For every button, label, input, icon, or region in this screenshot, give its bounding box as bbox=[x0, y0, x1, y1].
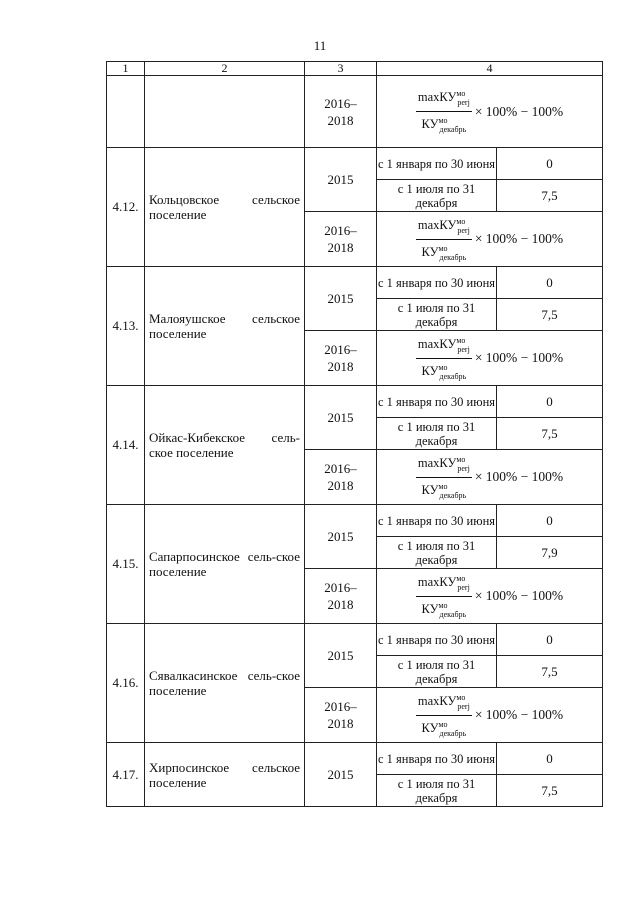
year-text: 2016– 2018 bbox=[324, 95, 357, 128]
formula-denominator-sup: мо bbox=[438, 362, 448, 372]
settlement-name: Кольцовское сельское поселение bbox=[145, 148, 305, 267]
formula-numerator-sup: мо bbox=[456, 692, 466, 702]
period-cell: с 1 января по 30 июня bbox=[377, 267, 497, 299]
row-number: 4.17. bbox=[107, 743, 145, 807]
formula-denominator bbox=[416, 478, 472, 503]
formula-numerator-text: maxКУ bbox=[417, 455, 457, 470]
period-cell: с 1 января по 30 июня bbox=[377, 505, 497, 537]
formula-numerator bbox=[416, 214, 472, 240]
formula-numerator-sup: мо bbox=[456, 454, 466, 464]
formula-denominator-sup: мо bbox=[438, 116, 448, 125]
formula-denominator-sub: декабрь bbox=[439, 371, 467, 381]
table-row bbox=[107, 148, 603, 180]
year-cell: 2015 bbox=[305, 267, 377, 331]
continuation-row bbox=[107, 76, 603, 148]
formula-numerator-sub: perj bbox=[457, 463, 470, 473]
year-cell: 2015 bbox=[305, 624, 377, 688]
page-number: 11 bbox=[313, 38, 327, 53]
value-cell: 0 bbox=[497, 148, 603, 180]
period-cell: с 1 июля по 31 декабря bbox=[377, 418, 497, 450]
table-row bbox=[107, 505, 603, 537]
formula-numerator-sup: мо bbox=[456, 89, 466, 98]
settlement-name: Сявалкасинское сель-ское поселение bbox=[145, 624, 305, 743]
table-row bbox=[107, 624, 603, 656]
formula-denominator-sub: декабрь bbox=[439, 728, 467, 738]
value-cell: 0 bbox=[497, 505, 603, 537]
formula-cell bbox=[377, 331, 603, 386]
formula-denominator bbox=[416, 112, 472, 137]
formula-numerator-sub: perj bbox=[457, 582, 470, 592]
formula-tail: × 100% − 100% bbox=[474, 469, 564, 484]
formula-numerator bbox=[416, 333, 472, 359]
formula-tail: × 100% − 100% bbox=[474, 231, 564, 246]
formula-cell bbox=[377, 212, 603, 267]
year-cell: 2015 bbox=[305, 386, 377, 450]
formula-denominator-text: КУ bbox=[421, 720, 439, 735]
formula-numerator bbox=[416, 571, 472, 597]
formula-numerator-text: maxКУ bbox=[417, 90, 457, 104]
formula-denominator bbox=[416, 597, 472, 622]
value-cell: 7,5 bbox=[497, 299, 603, 331]
year-text: 2016– 2018 bbox=[324, 342, 357, 374]
header-row bbox=[107, 62, 603, 76]
year-cell bbox=[305, 212, 377, 267]
value-cell: 0 bbox=[497, 386, 603, 418]
period-cell: с 1 января по 30 июня bbox=[377, 386, 497, 418]
period-cell: с 1 июля по 31 декабря bbox=[377, 299, 497, 331]
period-cell: с 1 января по 30 июня bbox=[377, 148, 497, 180]
year-cell bbox=[305, 76, 377, 148]
formula-numerator-sub: perj bbox=[457, 225, 470, 235]
year-cell bbox=[305, 331, 377, 386]
formula-fraction bbox=[416, 86, 472, 137]
row-num-cell bbox=[107, 76, 145, 148]
formula-cell bbox=[377, 76, 603, 148]
formula-denominator-sup: мо bbox=[438, 243, 448, 253]
row-number: 4.16. bbox=[107, 624, 145, 743]
formula-numerator-sub: perj bbox=[457, 98, 470, 107]
formula-denominator-sub: декабрь bbox=[439, 125, 467, 134]
formula-cell bbox=[377, 688, 603, 743]
settlement-name: Хирпосинское сельское поселение bbox=[145, 743, 305, 807]
settlement-name: Малояушское сельское поселение bbox=[145, 267, 305, 386]
row-number: 4.14. bbox=[107, 386, 145, 505]
formula-fraction bbox=[416, 214, 472, 265]
formula-denominator-text: КУ bbox=[421, 117, 439, 131]
formula-numerator bbox=[416, 690, 472, 716]
value-cell: 7,5 bbox=[497, 656, 603, 688]
formula-fraction bbox=[416, 690, 472, 741]
formula-denominator-text: КУ bbox=[421, 601, 439, 616]
period-cell: с 1 июля по 31 декабря bbox=[377, 775, 497, 807]
value-cell: 7,9 bbox=[497, 537, 603, 569]
year-cell: 2015 bbox=[305, 148, 377, 212]
formula-numerator bbox=[416, 86, 472, 112]
period-cell: с 1 января по 30 июня bbox=[377, 624, 497, 656]
row-name-cell bbox=[145, 76, 305, 148]
year-text: 2016– 2018 bbox=[324, 580, 357, 612]
formula-fraction bbox=[416, 452, 472, 503]
table-row bbox=[107, 743, 603, 775]
formula-numerator-sub: perj bbox=[457, 344, 470, 354]
formula-numerator-sup: мо bbox=[456, 573, 466, 583]
formula-denominator-text: КУ bbox=[421, 482, 439, 497]
year-text: 2016– 2018 bbox=[324, 461, 357, 493]
formula-fraction bbox=[416, 571, 472, 622]
formula-tail: × 100% − 100% bbox=[474, 588, 564, 603]
formula-fraction bbox=[416, 333, 472, 384]
period-cell: с 1 июля по 31 декабря bbox=[377, 656, 497, 688]
formula-tail: × 100% − 100% bbox=[474, 103, 564, 119]
formula-tail: × 100% − 100% bbox=[474, 350, 564, 365]
year-cell: 2015 bbox=[305, 743, 377, 807]
settlement-name: Сапарпосинское сель-ское поселение bbox=[145, 505, 305, 624]
formula-numerator-text: maxКУ bbox=[417, 574, 457, 589]
formula-denominator-sub: декабрь bbox=[439, 490, 467, 500]
row-number: 4.13. bbox=[107, 267, 145, 386]
value-cell: 7,5 bbox=[497, 775, 603, 807]
formula-denominator bbox=[416, 716, 472, 741]
formula-cell bbox=[377, 569, 603, 624]
value-cell: 0 bbox=[497, 624, 603, 656]
year-text: 2016– 2018 bbox=[324, 223, 357, 255]
value-cell: 7,5 bbox=[497, 418, 603, 450]
row-number: 4.15. bbox=[107, 505, 145, 624]
formula-denominator bbox=[416, 240, 472, 265]
value-cell: 0 bbox=[497, 267, 603, 299]
table-row bbox=[107, 386, 603, 418]
period-cell: с 1 июля по 31 декабря bbox=[377, 537, 497, 569]
header-col-1: 1 bbox=[107, 62, 145, 76]
formula-denominator-text: КУ bbox=[421, 363, 439, 378]
row-number: 4.12. bbox=[107, 148, 145, 267]
formula-numerator bbox=[416, 452, 472, 478]
period-cell: с 1 июля по 31 декабря bbox=[377, 180, 497, 212]
year-cell bbox=[305, 569, 377, 624]
value-cell: 7,5 bbox=[497, 180, 603, 212]
table-row bbox=[107, 267, 603, 299]
formula-tail: × 100% − 100% bbox=[474, 707, 564, 722]
formula-denominator bbox=[416, 359, 472, 384]
header-col-3: 3 bbox=[305, 62, 377, 76]
period-cell: с 1 января по 30 июня bbox=[377, 743, 497, 775]
value-cell: 0 bbox=[497, 743, 603, 775]
year-text: 2016– 2018 bbox=[324, 699, 357, 731]
header-col-2: 2 bbox=[145, 62, 305, 76]
formula-denominator-sup: мо bbox=[438, 481, 448, 491]
formula-denominator-sup: мо bbox=[438, 600, 448, 610]
settlement-name: Ойкас-Кибекское сель-ское поселение bbox=[145, 386, 305, 505]
header-col-4: 4 bbox=[377, 62, 603, 76]
year-cell bbox=[305, 450, 377, 505]
formula-numerator-sub: perj bbox=[457, 701, 470, 711]
formula-numerator-text: maxКУ bbox=[417, 693, 457, 708]
year-cell bbox=[305, 688, 377, 743]
formula-numerator-sup: мо bbox=[456, 216, 466, 226]
tariff-table bbox=[106, 61, 603, 807]
formula-denominator-text: КУ bbox=[421, 244, 439, 259]
formula-denominator-sub: декабрь bbox=[439, 609, 467, 619]
formula-denominator-sub: декабрь bbox=[439, 252, 467, 262]
formula-denominator-sup: мо bbox=[438, 719, 448, 729]
year-cell: 2015 bbox=[305, 505, 377, 569]
formula-cell bbox=[377, 450, 603, 505]
formula-numerator-sup: мо bbox=[456, 335, 466, 345]
formula-numerator-text: maxКУ bbox=[417, 336, 457, 351]
formula-numerator-text: maxКУ bbox=[417, 217, 457, 232]
